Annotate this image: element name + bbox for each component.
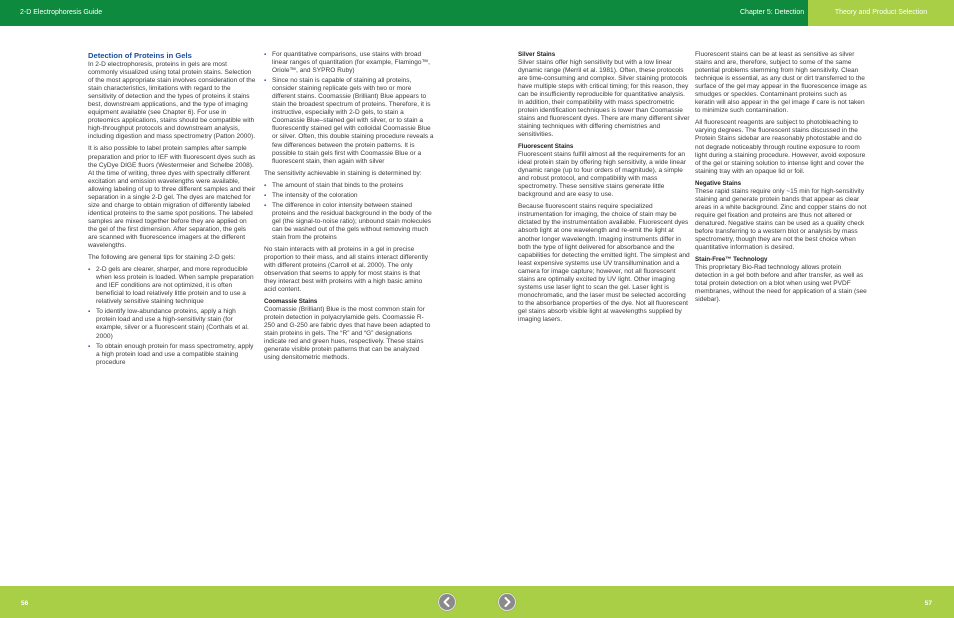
- paragraph: No stain interacts with all proteins in a gel in precise proportion to their mass, and all stains interact differently with different proteins (Carroll et al. 2000). The only observation that seems to apply for most stains is that they interact best with proteins with a high basic amino acid content.: [264, 246, 428, 294]
- chapter-title: Chapter 5: Detection: [740, 9, 805, 16]
- page-number-right: 57: [924, 600, 932, 607]
- paragraph: The sensitivity achievable in staining is determined by:: [264, 169, 422, 177]
- paragraph: This proprietary Bio-Rad technology allows protein detection in a gel both before and after transfer, as well as total protein detection on a blot when using wet PVDF membranes, without the need for application of a stain (see sidebar).: [695, 263, 867, 303]
- paragraph: All fluorescent reagents are subject to photobleaching to varying degrees. The fluorescent stains discussed in the Protein Stains sidebar are reasonably photostable and do not degrade noticeably through routine exposure to room light during a staining procedure. However, avoid exposure of the gel or staining solution to intense light and cover the staining tray with an opaque lid or foil.: [695, 119, 866, 175]
- list-item: ▪ To obtain enough protein for mass spectrometry, apply a high protein load and use a compatible staining procedure: [88, 343, 256, 367]
- paragraph: The following are general tips for staining 2-D gels:: [88, 254, 236, 262]
- section-tab: Theory and Product Selection: [808, 0, 954, 26]
- list-item: ▪ The difference in color intensity between stained proteins and the residual background in the body of the gel (the signal-to-noise ratio); unbound stain molecules can be washed out of the gels without removing much stain from the proteins: [264, 202, 434, 242]
- top-header-bar: [0, 0, 954, 26]
- staining-tips-list-continued: [264, 51, 434, 166]
- subheading-coomassie: Coomassie Stains: [264, 298, 318, 306]
- previous-page-button[interactable]: [438, 593, 456, 611]
- section-heading: Detection of Proteins in Gels: [88, 51, 192, 60]
- column-4: [695, 51, 867, 308]
- paragraph: These rapid stains require only ~15 min for high-sensitivity staining and generate protein bands that appear as clear areas in a white background. Zinc and copper stains do not require gel fixation and proteins are thus not altered or denatured. Negative stains can be used as a quality check before transferring to a western blot or analysis by mass spectrometry, though they are not the best choice when quantitative information is desired.: [695, 187, 867, 251]
- paragraph: Fluorescent stains fulfill almost all the requirements for an ideal protein stain by offering high sensitivity, a wide linear dynamic range (up to four orders of magnitude), a simple and robust protocol, and compatibility with mass spectrometry. These sensitive stains generate little background and are easy to use.: [518, 151, 686, 199]
- subheading-silver: Silver Stains: [518, 51, 556, 58]
- subheading-stain-free: Stain-Free™ Technology: [695, 255, 768, 263]
- next-page-button[interactable]: [498, 593, 516, 611]
- list-item: ▪ The amount of stain that binds to the proteins: [264, 182, 434, 190]
- paragraph: It is also possible to label protein samples after sample preparation and prior to IEF with fluorescent dyes such as the CyDye DIGE fluors (Westermeier and Schelbe 2008). At the time of writing, three dyes with spectrally different excitation and emission wavelengths were available, allowing labeling of up to three different samples and their separation in a single 2-D gel. The dyes are matched for size and charge to obtain migration of differently labeled identical proteins to the same spot positions. The labeled samples are mixed together before they are applied on the gel of the first dimension. After separation, the gels are scanned with fluorescence imagers at the different wavelengths.: [88, 145, 256, 250]
- column-1: [88, 51, 256, 371]
- bottom-footer-bar: [0, 586, 954, 618]
- list-item: ▪ 2-D gels are clearer, sharper, and more reproducible when less protein is loaded. When sample preparation and IEF conditions are not optimized, it is often beneficial to load relatively little protein and to use a relatively sensitive staining technique: [88, 266, 256, 306]
- page-number-left: 56: [21, 600, 29, 607]
- column-3: [518, 51, 690, 328]
- subheading-fluorescent: Fluorescent Stains: [518, 143, 574, 151]
- paragraph: Silver stains offer high sensitivity but with a low linear dynamic range (Merril et al. 1981). Often, these protocols are time-consuming and complex. Silver staining protocols have multiple steps with critical timing; for this reason, they can be insufficiently reproducible for quantitative analysis. In addition, their compatibility with mass spectrometric protein identification techniques is lower than Coomassie stains and fluorescent dyes. There are many different silver staining techniques with differing chemistries and sensitivities.: [518, 58, 690, 139]
- paragraph: Fluorescent stains can be at least as sensitive as silver stains and are, therefore, subject to some of the same potential problems stemming from high sensitivity. Clean technique is essential, as any dust or dirt transferred to the surface of the gel may appear in the fluorescence image as smudges or speckles. Contaminant proteins such as keratin will also appear in the gel image if care is not taken to minimize such contamination.: [695, 51, 867, 115]
- subheading-negative: Negative Stains: [695, 179, 742, 187]
- guide-title: 2-D Electrophoresis Guide: [20, 9, 103, 16]
- chevron-left-icon: [441, 596, 453, 608]
- column-2: [264, 51, 434, 366]
- paragraph: In 2-D electrophoresis, proteins in gels are most commonly visualized using total protein stains. Selection of the most appropriate stain involves consideration of the stain characteristics, limitations with regard to the sensitivity of detection and the types of proteins it stains best, downstream applications, and the type of imaging equipment available (see Chapter 6). For use in proteomics applications, stains should be compatible with high-throughput protocols and downstream analysis, including digestion and mass spectrometry (Patton 2000).: [88, 61, 256, 141]
- list-item: ▪ Since no stain is capable of staining all proteins, consider staining replicate gels with two or more different stains. Coomassie (Brilliant) Blue appears to stain the broadest spectrum of proteins. Therefore, it is instructive, especially with 2-D gels, to stain a Coomassie Blue–stained gel with silver, or to stain a fluorescently stained gel with colloidal Coomassie Blue or silver. Often, this double staining procedure reveals a few differences between the protein patterns. It is possible to stain gels first with Coomassie Blue or a fluorescent stain, then again with silver: [264, 77, 434, 166]
- paragraph: Because fluorescent stains require specialized instrumentation for imaging, the choice of stain may be dictated by the instrumentation available. Fluorescent dyes absorb light at one wavelength and re-emit the light at another longer wavelength. Imaging instruments differ in both the type of light delivered for absorbance and the capabilities for detecting the emitted light. The simplest and least expensive systems use UV transillumination and a camera for image capture; however, not all fluorescent stains are optimally excited by UV light. Other imaging systems use laser light to scan the gel. Laser light is monochromatic, and the laser must be selected according to the absorbance properties of the dye. Not all fluorescent gel stains absorb visible light at wavelengths supplied by imaging lasers.: [518, 203, 690, 323]
- list-item: ▪ The intensity of the coloration: [264, 192, 434, 200]
- chevron-right-icon: [501, 596, 513, 608]
- list-item: ▪ For quantitative comparisons, use stains with broad linear ranges of quantitation (for example, Flamingo™, Oriole™, and SYPRO Ruby): [264, 51, 434, 75]
- paragraph: Coomassie (Brilliant) Blue is the most common stain for protein detection in polyacrylamide gels. Coomassie R-250 and G-250 are fabric dyes that have been adapted to stain proteins in gels. The “R” and “G” designations indicate red and green hues, respectively. These stains generate visible protein patterns that can be analyzed using densitometric methods.: [264, 306, 431, 362]
- sensitivity-factors-list: [264, 182, 434, 242]
- staining-tips-list: [88, 266, 256, 367]
- list-item: ▪ To identify low-abundance proteins, apply a high protein load and use a high-sensitivity stain (for example, silver or a fluorescent stain) (Corthals et al. 2000): [88, 308, 256, 340]
